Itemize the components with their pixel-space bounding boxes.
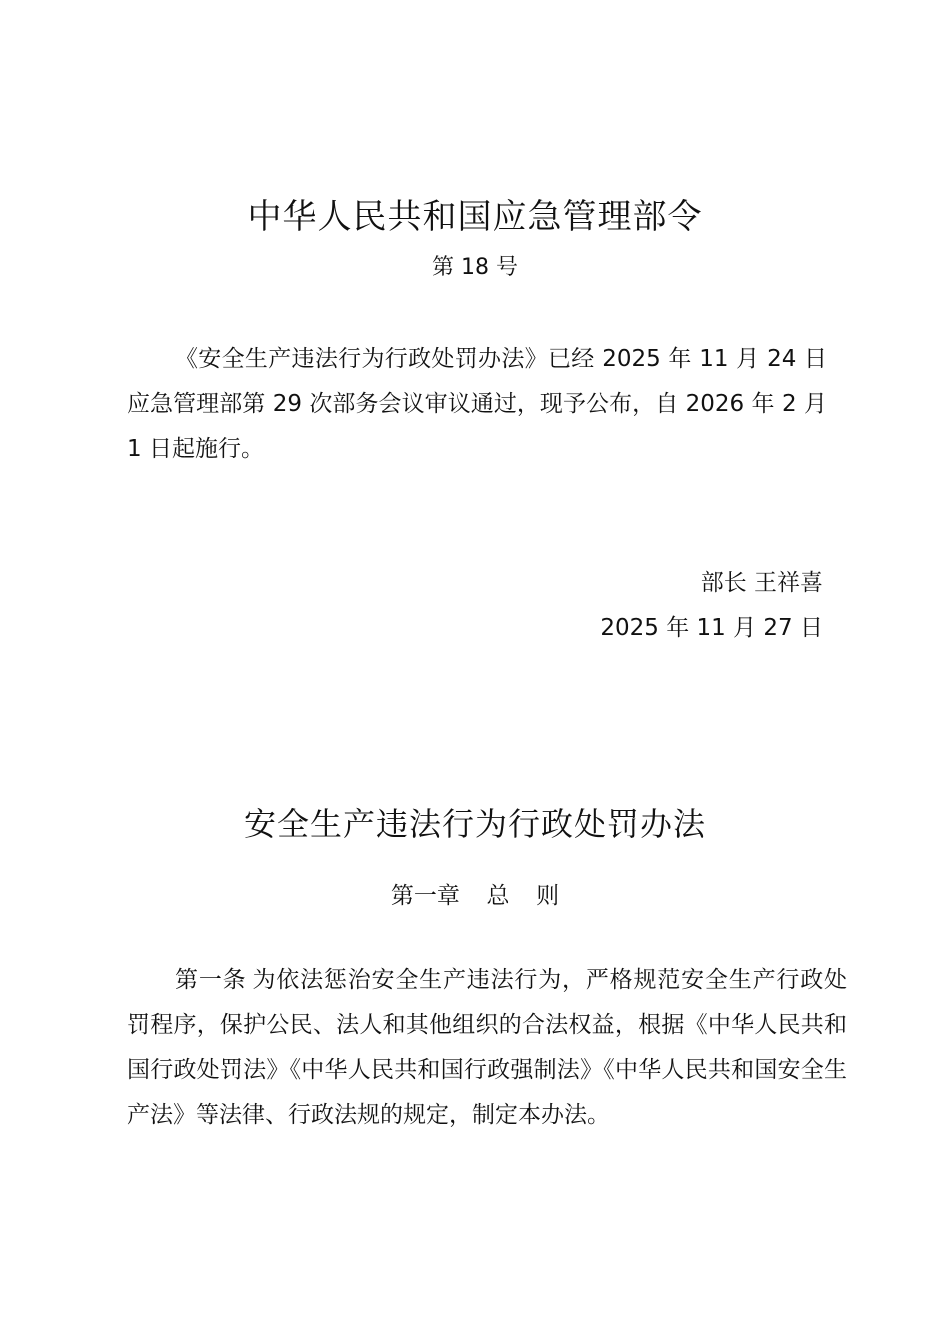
decree-number: 第 18 号 <box>432 255 518 280</box>
minister-signature: 部长 王祥喜 <box>700 570 823 596</box>
decree-title: 中华人民共和国应急管理部令 <box>247 197 703 237</box>
promulgation-paragraph: 《安全生产违法行为行政处罚办法》已经 2025 年 11 月 24 日应急管理部第 29 次部务会议审议通过，现予公布，自 2026 年 2 月 1 日起施行。 <box>127 346 827 462</box>
article-text: 为依法惩治安全生产违法行为，严格规范安全生产行政处罚程序，保护公民、法人和其他组织的合法权益，根据《中华人民共和国行政处罚法》《中华人民共和国行政强制法》《中华人民共和国安全生产法》等法律、行政法规的规定，制定本办法。 <box>127 967 848 1128</box>
law-title: 安全生产违法行为行政处罚办法 <box>243 805 706 843</box>
chapter-title: 第一章 总 则 <box>390 883 560 909</box>
signature-date: 2025 年 11 月 27 日 <box>600 615 823 641</box>
article-label: 第一条 <box>175 967 247 993</box>
article-paragraph <box>127 958 847 1138</box>
